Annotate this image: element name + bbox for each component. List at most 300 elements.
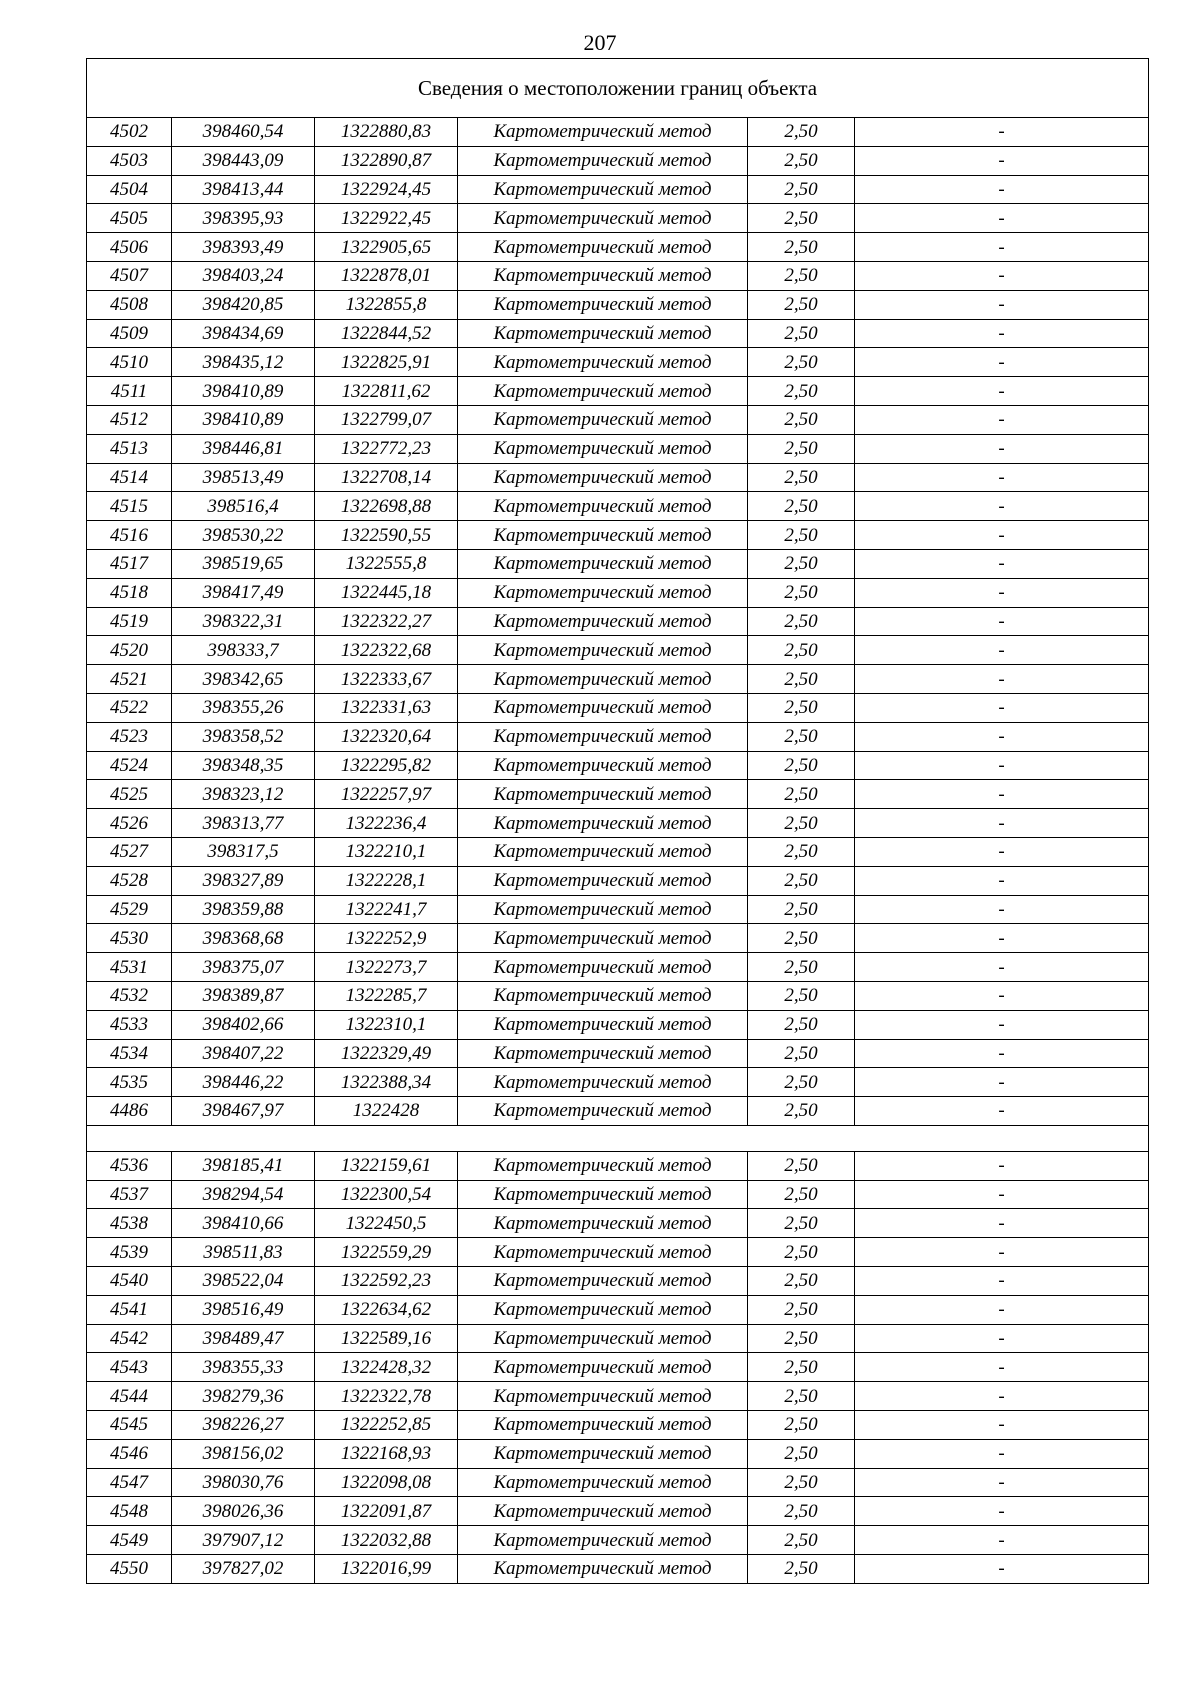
table-row: [87, 693, 1149, 722]
x-coordinate-cell: 398417,49: [172, 578, 315, 607]
description-cell: -: [855, 636, 1149, 665]
point-number-cell: 4532: [87, 981, 172, 1010]
method-cell: Картометрический метод: [458, 1468, 748, 1497]
description-cell: -: [855, 492, 1149, 521]
method-cell: Картометрический метод: [458, 837, 748, 866]
point-number-cell: 4542: [87, 1324, 172, 1353]
x-coordinate-cell: 398355,26: [172, 693, 315, 722]
accuracy-cell: 2,50: [748, 1209, 855, 1238]
x-coordinate-cell: 398446,81: [172, 434, 315, 463]
description-cell: -: [855, 1295, 1149, 1324]
method-cell: Картометрический метод: [458, 1209, 748, 1238]
x-coordinate-cell: 398410,66: [172, 1209, 315, 1238]
point-number-cell: 4528: [87, 866, 172, 895]
method-cell: Картометрический метод: [458, 549, 748, 578]
accuracy-cell: 2,50: [748, 146, 855, 175]
method-cell: Картометрический метод: [458, 377, 748, 406]
description-cell: -: [855, 1526, 1149, 1555]
point-number-cell: 4529: [87, 895, 172, 924]
point-number-cell: 4540: [87, 1267, 172, 1296]
point-number-cell: 4546: [87, 1439, 172, 1468]
accuracy-cell: 2,50: [748, 1497, 855, 1526]
x-coordinate-cell: 398402,66: [172, 1010, 315, 1039]
point-number-cell: 4524: [87, 751, 172, 780]
point-number-cell: 4550: [87, 1555, 172, 1584]
point-number-cell: 4511: [87, 377, 172, 406]
x-coordinate-cell: 398420,85: [172, 290, 315, 319]
y-coordinate-cell: 1322445,18: [315, 578, 458, 607]
point-number-cell: 4547: [87, 1468, 172, 1497]
y-coordinate-cell: 1322322,78: [315, 1382, 458, 1411]
x-coordinate-cell: 398413,44: [172, 175, 315, 204]
description-cell: -: [855, 1353, 1149, 1382]
x-coordinate-cell: 398322,31: [172, 607, 315, 636]
description-cell: -: [855, 1555, 1149, 1584]
accuracy-cell: 2,50: [748, 261, 855, 290]
description-cell: -: [855, 751, 1149, 780]
accuracy-cell: 2,50: [748, 809, 855, 838]
x-coordinate-cell: 398407,22: [172, 1039, 315, 1068]
table-row: [87, 722, 1149, 751]
point-number-cell: 4549: [87, 1526, 172, 1555]
method-cell: Картометрический метод: [458, 636, 748, 665]
x-coordinate-cell: 398355,33: [172, 1353, 315, 1382]
table-row: [87, 1497, 1149, 1526]
point-number-cell: 4517: [87, 549, 172, 578]
method-cell: Картометрический метод: [458, 1267, 748, 1296]
table-row: [87, 578, 1149, 607]
point-number-cell: 4531: [87, 953, 172, 982]
table-row: [87, 463, 1149, 492]
point-number-cell: 4510: [87, 348, 172, 377]
description-cell: -: [855, 549, 1149, 578]
point-number-cell: 4548: [87, 1497, 172, 1526]
point-number-cell: 4508: [87, 290, 172, 319]
table-body: [87, 59, 1149, 1584]
accuracy-cell: 2,50: [748, 1010, 855, 1039]
point-number-cell: 4533: [87, 1010, 172, 1039]
point-number-cell: 4530: [87, 924, 172, 953]
point-number-cell: 4521: [87, 665, 172, 694]
y-coordinate-cell: 1322592,23: [315, 1267, 458, 1296]
point-number-cell: 4526: [87, 809, 172, 838]
accuracy-cell: 2,50: [748, 405, 855, 434]
y-coordinate-cell: 1322331,63: [315, 693, 458, 722]
page-number: 207: [583, 30, 617, 55]
y-coordinate-cell: 1322844,52: [315, 319, 458, 348]
method-cell: Картометрический метод: [458, 204, 748, 233]
point-number-cell: 4518: [87, 578, 172, 607]
method-cell: Картометрический метод: [458, 492, 748, 521]
table-row: [87, 981, 1149, 1010]
accuracy-cell: 2,50: [748, 722, 855, 751]
description-cell: -: [855, 578, 1149, 607]
y-coordinate-cell: 1322228,1: [315, 866, 458, 895]
accuracy-cell: 2,50: [748, 492, 855, 521]
point-number-cell: 4486: [87, 1097, 172, 1126]
y-coordinate-cell: 1322890,87: [315, 146, 458, 175]
method-cell: Картометрический метод: [458, 1324, 748, 1353]
group-separator-cell: [87, 1125, 1149, 1151]
accuracy-cell: 2,50: [748, 463, 855, 492]
x-coordinate-cell: 398368,68: [172, 924, 315, 953]
method-cell: Картометрический метод: [458, 319, 748, 348]
accuracy-cell: 2,50: [748, 1411, 855, 1440]
point-number-cell: 4537: [87, 1180, 172, 1209]
y-coordinate-cell: 1322922,45: [315, 204, 458, 233]
description-cell: -: [855, 722, 1149, 751]
method-cell: Картометрический метод: [458, 175, 748, 204]
y-coordinate-cell: 1322016,99: [315, 1555, 458, 1584]
accuracy-cell: 2,50: [748, 578, 855, 607]
description-cell: -: [855, 866, 1149, 895]
accuracy-cell: 2,50: [748, 895, 855, 924]
x-coordinate-cell: 398522,04: [172, 1267, 315, 1296]
description-cell: -: [855, 1497, 1149, 1526]
y-coordinate-cell: 1322589,16: [315, 1324, 458, 1353]
y-coordinate-cell: 1322210,1: [315, 837, 458, 866]
table-row: [87, 1097, 1149, 1126]
point-number-cell: 4520: [87, 636, 172, 665]
accuracy-cell: 2,50: [748, 1267, 855, 1296]
description-cell: -: [855, 204, 1149, 233]
y-coordinate-cell: 1322159,61: [315, 1151, 458, 1180]
description-cell: -: [855, 118, 1149, 147]
method-cell: Картометрический метод: [458, 1151, 748, 1180]
x-coordinate-cell: 398395,93: [172, 204, 315, 233]
table-row: [87, 1180, 1149, 1209]
accuracy-cell: 2,50: [748, 1555, 855, 1584]
method-cell: Картометрический метод: [458, 463, 748, 492]
accuracy-cell: 2,50: [748, 175, 855, 204]
y-coordinate-cell: 1322880,83: [315, 118, 458, 147]
method-cell: Картометрический метод: [458, 1068, 748, 1097]
accuracy-cell: 2,50: [748, 549, 855, 578]
method-cell: Картометрический метод: [458, 434, 748, 463]
y-coordinate-cell: 1322257,97: [315, 780, 458, 809]
description-cell: -: [855, 434, 1149, 463]
x-coordinate-cell: 398446,22: [172, 1068, 315, 1097]
x-coordinate-cell: 398516,49: [172, 1295, 315, 1324]
x-coordinate-cell: 398435,12: [172, 348, 315, 377]
accuracy-cell: 2,50: [748, 118, 855, 147]
table-row: [87, 751, 1149, 780]
table-title-row: [87, 59, 1149, 118]
x-coordinate-cell: 398185,41: [172, 1151, 315, 1180]
accuracy-cell: 2,50: [748, 924, 855, 953]
x-coordinate-cell: 398513,49: [172, 463, 315, 492]
table-row: [87, 1324, 1149, 1353]
method-cell: Картометрический метод: [458, 981, 748, 1010]
y-coordinate-cell: 1322295,82: [315, 751, 458, 780]
method-cell: Картометрический метод: [458, 780, 748, 809]
method-cell: Картометрический метод: [458, 233, 748, 262]
table-row: [87, 1238, 1149, 1267]
method-cell: Картометрический метод: [458, 1097, 748, 1126]
description-cell: -: [855, 1039, 1149, 1068]
method-cell: Картометрический метод: [458, 866, 748, 895]
point-number-cell: 4534: [87, 1039, 172, 1068]
accuracy-cell: 2,50: [748, 1382, 855, 1411]
y-coordinate-cell: 1322428: [315, 1097, 458, 1126]
accuracy-cell: 2,50: [748, 1324, 855, 1353]
description-cell: -: [855, 665, 1149, 694]
table-row: [87, 348, 1149, 377]
y-coordinate-cell: 1322811,62: [315, 377, 458, 406]
method-cell: Картометрический метод: [458, 146, 748, 175]
y-coordinate-cell: 1322273,7: [315, 953, 458, 982]
table-row: [87, 809, 1149, 838]
description-cell: -: [855, 1238, 1149, 1267]
description-cell: -: [855, 693, 1149, 722]
y-coordinate-cell: 1322032,88: [315, 1526, 458, 1555]
description-cell: -: [855, 809, 1149, 838]
method-cell: Картометрический метод: [458, 1180, 748, 1209]
table-row: [87, 953, 1149, 982]
y-coordinate-cell: 1322388,34: [315, 1068, 458, 1097]
method-cell: Картометрический метод: [458, 693, 748, 722]
method-cell: Картометрический метод: [458, 809, 748, 838]
accuracy-cell: 2,50: [748, 290, 855, 319]
description-cell: -: [855, 463, 1149, 492]
point-number-cell: 4539: [87, 1238, 172, 1267]
method-cell: Картометрический метод: [458, 1295, 748, 1324]
x-coordinate-cell: 398279,36: [172, 1382, 315, 1411]
x-coordinate-cell: 398358,52: [172, 722, 315, 751]
description-cell: -: [855, 607, 1149, 636]
y-coordinate-cell: 1322634,62: [315, 1295, 458, 1324]
table-row: [87, 1439, 1149, 1468]
method-cell: Картометрический метод: [458, 118, 748, 147]
method-cell: Картометрический метод: [458, 405, 748, 434]
description-cell: -: [855, 319, 1149, 348]
description-cell: -: [855, 175, 1149, 204]
table-row: [87, 607, 1149, 636]
table-row: [87, 665, 1149, 694]
description-cell: -: [855, 1068, 1149, 1097]
accuracy-cell: 2,50: [748, 1151, 855, 1180]
point-number-cell: 4515: [87, 492, 172, 521]
x-coordinate-cell: 398393,49: [172, 233, 315, 262]
method-cell: Картометрический метод: [458, 665, 748, 694]
point-number-cell: 4522: [87, 693, 172, 722]
accuracy-cell: 2,50: [748, 1295, 855, 1324]
y-coordinate-cell: 1322168,93: [315, 1439, 458, 1468]
accuracy-cell: 2,50: [748, 1439, 855, 1468]
y-coordinate-cell: 1322300,54: [315, 1180, 458, 1209]
table-row: [87, 780, 1149, 809]
description-cell: -: [855, 233, 1149, 262]
description-cell: -: [855, 146, 1149, 175]
point-number-cell: 4509: [87, 319, 172, 348]
table-title: Сведения о местоположении границ объекта: [87, 59, 1149, 118]
point-number-cell: 4504: [87, 175, 172, 204]
point-number-cell: 4506: [87, 233, 172, 262]
accuracy-cell: 2,50: [748, 1068, 855, 1097]
x-coordinate-cell: 398317,5: [172, 837, 315, 866]
description-cell: -: [855, 1097, 1149, 1126]
y-coordinate-cell: 1322428,32: [315, 1353, 458, 1382]
x-coordinate-cell: 398026,36: [172, 1497, 315, 1526]
accuracy-cell: 2,50: [748, 319, 855, 348]
description-cell: -: [855, 780, 1149, 809]
description-cell: -: [855, 521, 1149, 550]
accuracy-cell: 2,50: [748, 837, 855, 866]
table-row: [87, 261, 1149, 290]
method-cell: Картометрический метод: [458, 1497, 748, 1526]
accuracy-cell: 2,50: [748, 348, 855, 377]
x-coordinate-cell: 398226,27: [172, 1411, 315, 1440]
x-coordinate-cell: 398530,22: [172, 521, 315, 550]
table-row: [87, 837, 1149, 866]
accuracy-cell: 2,50: [748, 434, 855, 463]
accuracy-cell: 2,50: [748, 780, 855, 809]
description-cell: -: [855, 924, 1149, 953]
point-number-cell: 4512: [87, 405, 172, 434]
y-coordinate-cell: 1322236,4: [315, 809, 458, 838]
method-cell: Картометрический метод: [458, 1555, 748, 1584]
x-coordinate-cell: 398511,83: [172, 1238, 315, 1267]
accuracy-cell: 2,50: [748, 1353, 855, 1382]
y-coordinate-cell: 1322878,01: [315, 261, 458, 290]
y-coordinate-cell: 1322698,88: [315, 492, 458, 521]
table-row: [87, 146, 1149, 175]
method-cell: Картометрический метод: [458, 751, 748, 780]
table-row: [87, 1039, 1149, 1068]
y-coordinate-cell: 1322799,07: [315, 405, 458, 434]
x-coordinate-cell: 398460,54: [172, 118, 315, 147]
description-cell: -: [855, 895, 1149, 924]
table-row: [87, 204, 1149, 233]
x-coordinate-cell: 398410,89: [172, 377, 315, 406]
table-row: [87, 1526, 1149, 1555]
table-row: [87, 118, 1149, 147]
description-cell: -: [855, 1180, 1149, 1209]
x-coordinate-cell: 398403,24: [172, 261, 315, 290]
point-number-cell: 4516: [87, 521, 172, 550]
table-row: [87, 233, 1149, 262]
method-cell: Картометрический метод: [458, 1411, 748, 1440]
y-coordinate-cell: 1322241,7: [315, 895, 458, 924]
table-row: [87, 1267, 1149, 1296]
method-cell: Картометрический метод: [458, 1382, 748, 1411]
point-number-cell: 4513: [87, 434, 172, 463]
x-coordinate-cell: 398294,54: [172, 1180, 315, 1209]
table-row: [87, 1353, 1149, 1382]
y-coordinate-cell: 1322825,91: [315, 348, 458, 377]
x-coordinate-cell: 398434,69: [172, 319, 315, 348]
method-cell: Картометрический метод: [458, 521, 748, 550]
method-cell: Картометрический метод: [458, 290, 748, 319]
table-row: [87, 405, 1149, 434]
table-row: [87, 924, 1149, 953]
point-number-cell: 4502: [87, 118, 172, 147]
table-row: [87, 1411, 1149, 1440]
point-number-cell: 4505: [87, 204, 172, 233]
method-cell: Картометрический метод: [458, 1010, 748, 1039]
accuracy-cell: 2,50: [748, 751, 855, 780]
accuracy-cell: 2,50: [748, 233, 855, 262]
y-coordinate-cell: 1322905,65: [315, 233, 458, 262]
y-coordinate-cell: 1322252,85: [315, 1411, 458, 1440]
method-cell: Картометрический метод: [458, 1238, 748, 1267]
description-cell: -: [855, 1439, 1149, 1468]
point-number-cell: 4541: [87, 1295, 172, 1324]
x-coordinate-cell: 398467,97: [172, 1097, 315, 1126]
x-coordinate-cell: 398323,12: [172, 780, 315, 809]
x-coordinate-cell: 398030,76: [172, 1468, 315, 1497]
method-cell: Картометрический метод: [458, 1439, 748, 1468]
point-number-cell: 4545: [87, 1411, 172, 1440]
description-cell: -: [855, 377, 1149, 406]
x-coordinate-cell: 398156,02: [172, 1439, 315, 1468]
description-cell: -: [855, 1010, 1149, 1039]
x-coordinate-cell: 398516,4: [172, 492, 315, 521]
y-coordinate-cell: 1322559,29: [315, 1238, 458, 1267]
table-row: [87, 290, 1149, 319]
method-cell: Картометрический метод: [458, 607, 748, 636]
y-coordinate-cell: 1322310,1: [315, 1010, 458, 1039]
point-number-cell: 4514: [87, 463, 172, 492]
table-row: [87, 1068, 1149, 1097]
x-coordinate-cell: 398313,77: [172, 809, 315, 838]
accuracy-cell: 2,50: [748, 665, 855, 694]
table-row: [87, 636, 1149, 665]
accuracy-cell: 2,50: [748, 981, 855, 1010]
accuracy-cell: 2,50: [748, 693, 855, 722]
point-number-cell: 4503: [87, 146, 172, 175]
point-number-cell: 4525: [87, 780, 172, 809]
y-coordinate-cell: 1322772,23: [315, 434, 458, 463]
table-row: [87, 377, 1149, 406]
description-cell: -: [855, 1151, 1149, 1180]
x-coordinate-cell: 398375,07: [172, 953, 315, 982]
table-row: [87, 434, 1149, 463]
point-number-cell: 4536: [87, 1151, 172, 1180]
y-coordinate-cell: 1322329,49: [315, 1039, 458, 1068]
accuracy-cell: 2,50: [748, 377, 855, 406]
method-cell: Картометрический метод: [458, 924, 748, 953]
y-coordinate-cell: 1322924,45: [315, 175, 458, 204]
x-coordinate-cell: 398359,88: [172, 895, 315, 924]
description-cell: -: [855, 981, 1149, 1010]
accuracy-cell: 2,50: [748, 1238, 855, 1267]
description-cell: -: [855, 1324, 1149, 1353]
method-cell: Картометрический метод: [458, 895, 748, 924]
x-coordinate-cell: 398348,35: [172, 751, 315, 780]
group-separator-row: [87, 1125, 1149, 1151]
method-cell: Картометрический метод: [458, 1039, 748, 1068]
point-number-cell: 4543: [87, 1353, 172, 1382]
point-number-cell: 4519: [87, 607, 172, 636]
method-cell: Картометрический метод: [458, 348, 748, 377]
y-coordinate-cell: 1322322,68: [315, 636, 458, 665]
description-cell: -: [855, 405, 1149, 434]
description-cell: -: [855, 261, 1149, 290]
x-coordinate-cell: 398389,87: [172, 981, 315, 1010]
table-row: [87, 866, 1149, 895]
x-coordinate-cell: 398443,09: [172, 146, 315, 175]
accuracy-cell: 2,50: [748, 1526, 855, 1555]
x-coordinate-cell: 398342,65: [172, 665, 315, 694]
point-number-cell: 4523: [87, 722, 172, 751]
description-cell: -: [855, 837, 1149, 866]
point-number-cell: 4507: [87, 261, 172, 290]
y-coordinate-cell: 1322855,8: [315, 290, 458, 319]
description-cell: -: [855, 953, 1149, 982]
description-cell: -: [855, 348, 1149, 377]
x-coordinate-cell: 398410,89: [172, 405, 315, 434]
